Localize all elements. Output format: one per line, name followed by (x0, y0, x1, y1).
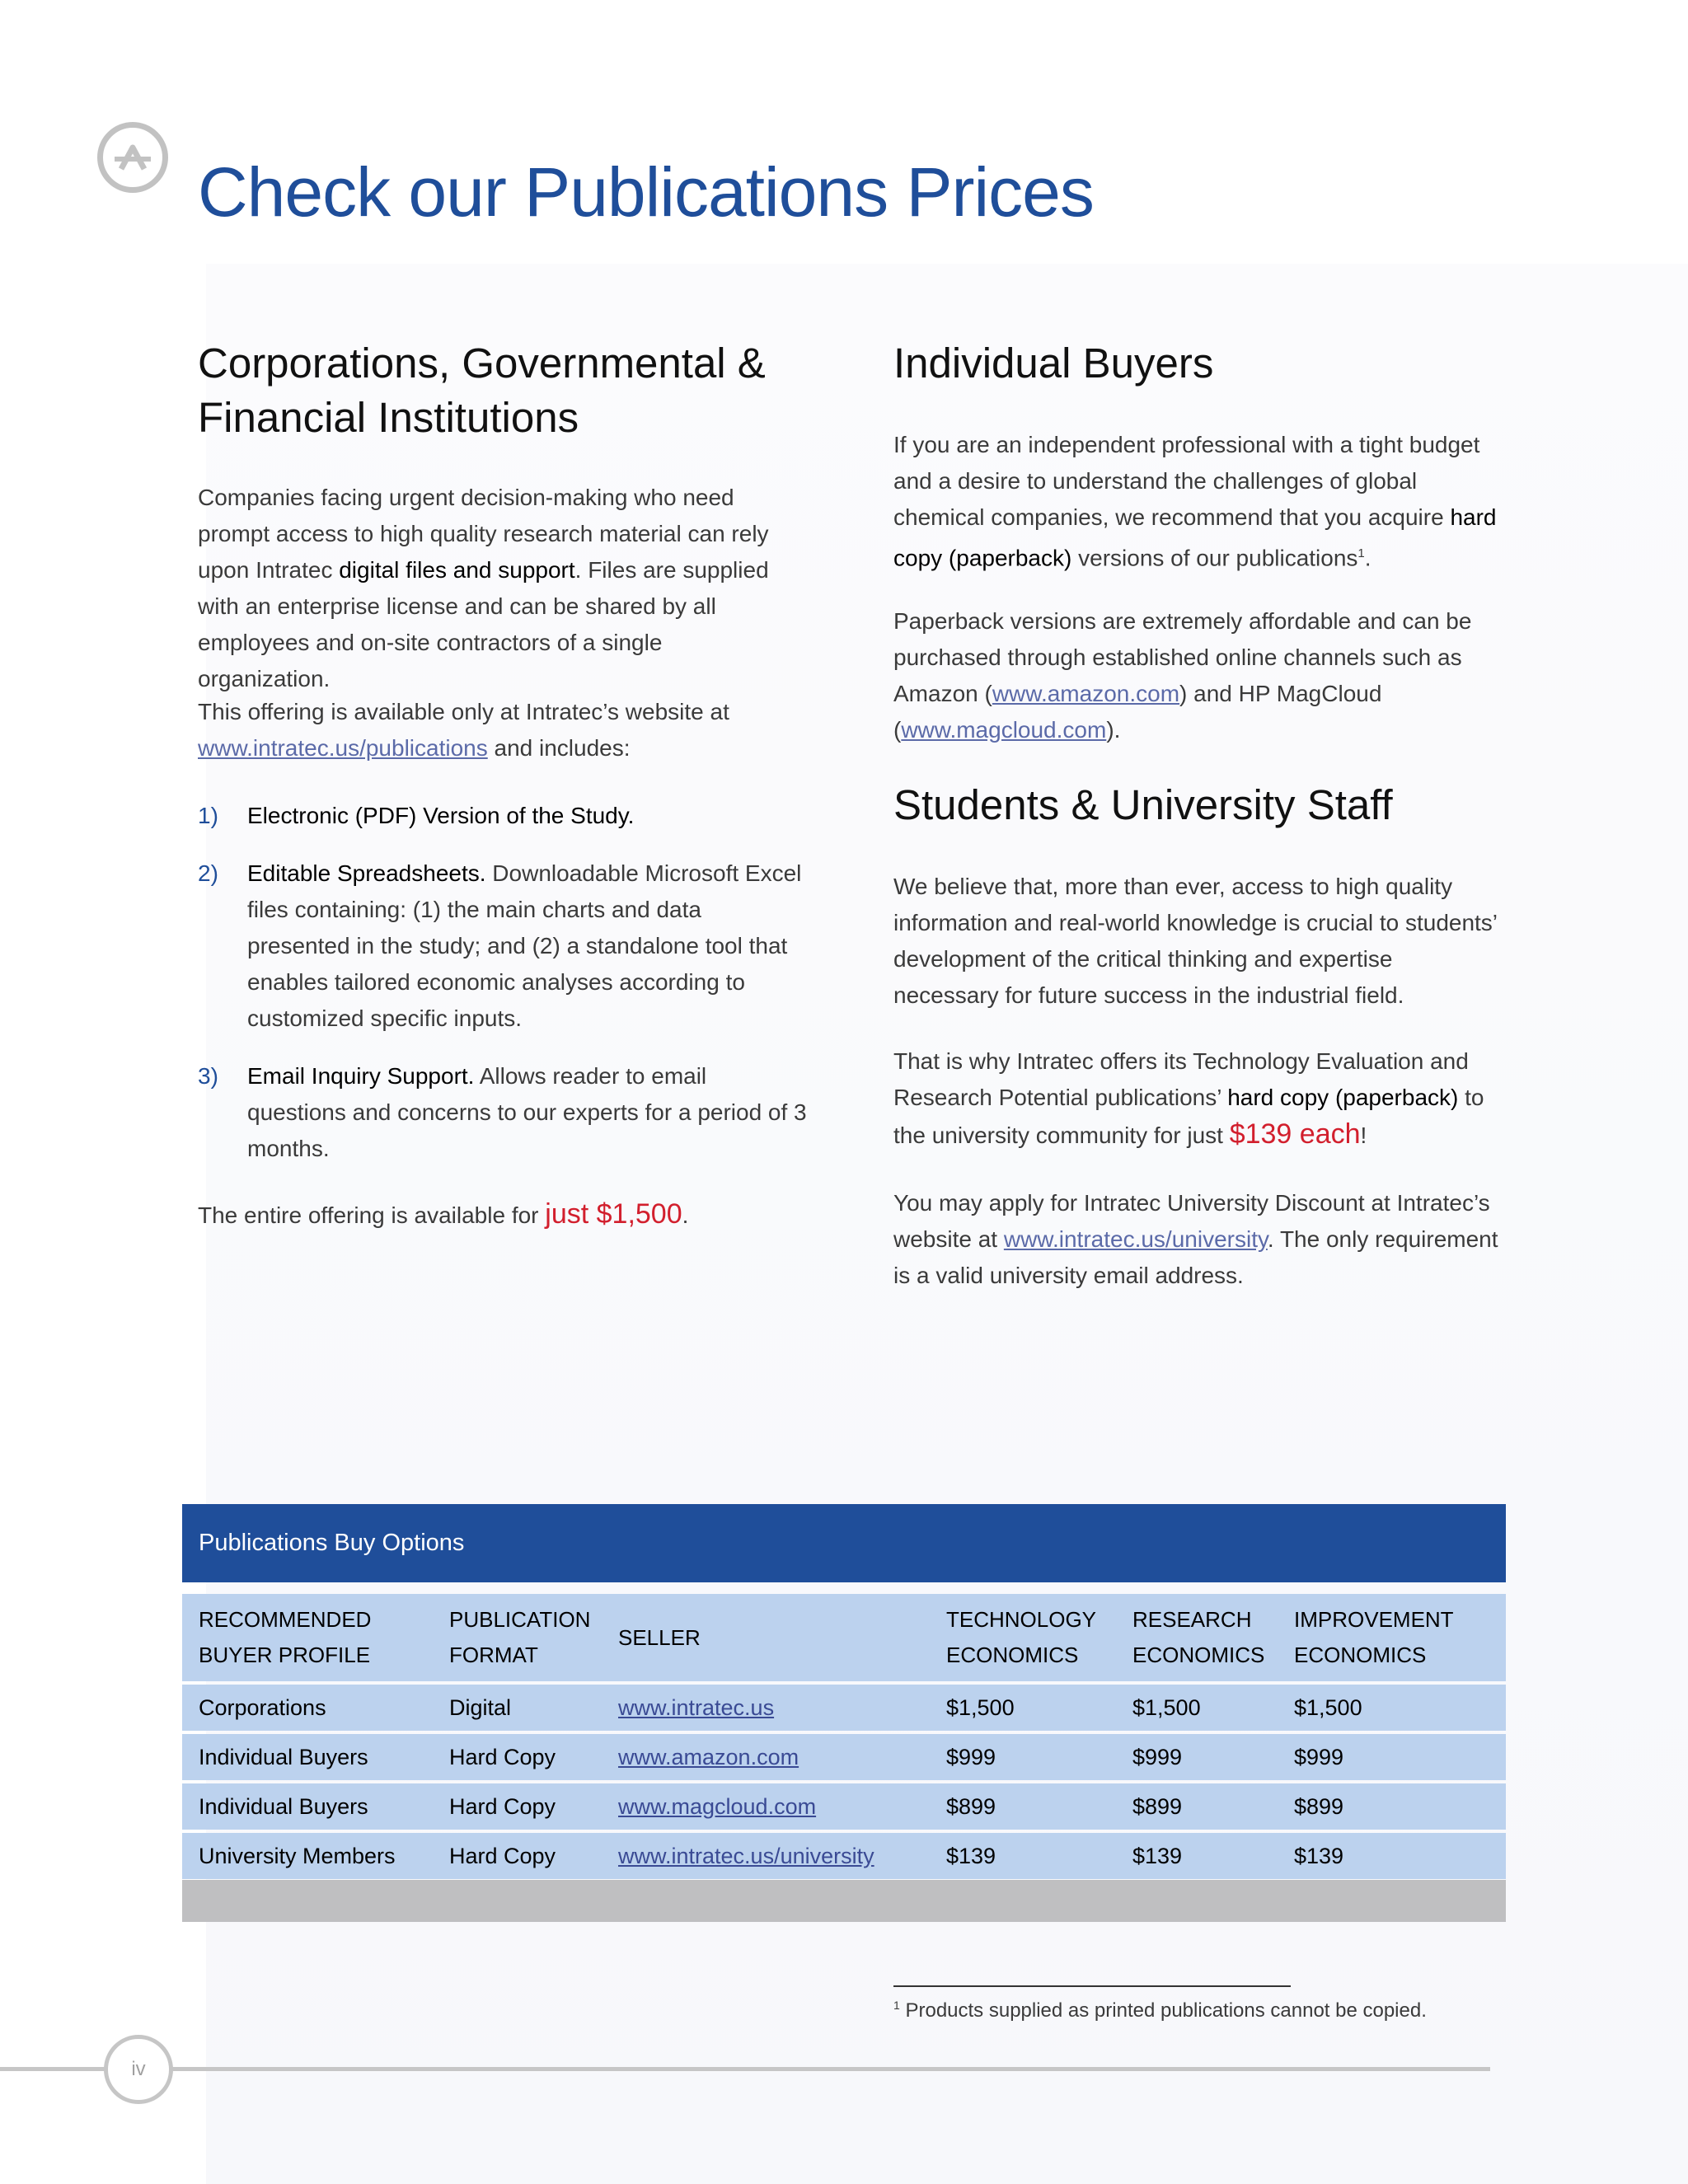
column-header: SELLER (602, 1594, 930, 1681)
university-link[interactable]: www.intratec.us/university (1003, 1226, 1268, 1252)
list-item: Editable Spreadsheets. Downloadable Microsoft Excel files containing: (1) the main charts and data presented in the study; and (2) a standalone tool that enables tailored economic analyses according to customized specific inputs. (247, 860, 802, 1031)
table-footer-bar (182, 1880, 1506, 1922)
table-cell: $1,500 (1278, 1685, 1506, 1731)
table-cell (602, 1833, 930, 1879)
table-cell: $899 (1116, 1783, 1278, 1830)
list-item: Email Inquiry Support. Allows reader to email questions and concerns to our experts for a period of 3 months. (247, 1063, 807, 1161)
table-row (182, 1734, 1506, 1780)
table-cell (602, 1734, 930, 1780)
seller-link[interactable]: www.magcloud.com (618, 1793, 817, 1819)
table-title: Publications Buy Options (182, 1504, 1506, 1582)
column-header: RECOMMENDED BUYER PROFILE (182, 1594, 433, 1681)
offering-price-text: The entire offering is available for just $1,500. (198, 1198, 689, 1230)
students-paragraph-3: You may apply for Intratec University Discount at Intratec’s website at www.intratec.us/university. The only requirement is a valid university email address. (893, 1190, 1498, 1288)
students-heading: Students & University Staff (893, 781, 1393, 828)
table-cell: $139 (1278, 1833, 1506, 1879)
individual-paragraph-1: If you are an independent professional with a tight budget and a desire to understand the challenges of global chemical companies, we recommend that you acquire hard copy (paperback) versions of our publications$^1$. (893, 432, 1497, 571)
column-header: TECHNOLOGY ECONOMICS (930, 1594, 1116, 1681)
column-header: PUBLICATION FORMAT (433, 1594, 602, 1681)
table-cell: $999 (930, 1734, 1116, 1780)
seller-link[interactable]: www.intratec.us/university (618, 1843, 874, 1868)
table-cell: $899 (930, 1783, 1116, 1830)
table-cell: Individual Buyers (182, 1734, 433, 1780)
footnote-rule (893, 1985, 1291, 1987)
table-cell: $1,500 (930, 1685, 1116, 1731)
table-cell: Digital (433, 1685, 602, 1731)
column-header: IMPROVEMENT ECONOMICS (1278, 1594, 1506, 1681)
students-paragraph-1: We believe that, more than ever, access to high quality information and real-world knowledge is crucial to students’ development of the critical thinking and expertise necessary for future success in the industrial field. (893, 874, 1497, 1008)
table-row (182, 1783, 1506, 1830)
page-number: iv (104, 2035, 173, 2104)
magcloud-link[interactable]: www.magcloud.com (901, 717, 1107, 743)
seller-link[interactable]: www.intratec.us (618, 1694, 775, 1720)
table-cell: Individual Buyers (182, 1783, 433, 1830)
table-cell: $899 (1278, 1783, 1506, 1830)
intratec-logo-icon (97, 122, 168, 193)
list-number: 1) (198, 803, 218, 828)
student-price: $139 each (1229, 1118, 1361, 1150)
individual-paragraph-2: Paperback versions are extremely affordable and can be purchased through established online channels such as Amazon (www.amazon.com) and HP MagCloud (www.magcloud.com). (893, 608, 1472, 743)
page-title: Check our Publications Prices (198, 153, 1094, 231)
table-cell: $139 (1116, 1833, 1278, 1879)
table-header-row (182, 1594, 1506, 1681)
table-cell: $999 (1278, 1734, 1506, 1780)
column-header: RESEARCH ECONOMICS (1116, 1594, 1278, 1681)
table-cell: $999 (1116, 1734, 1278, 1780)
students-paragraph-2: That is why Intratec offers its Technology Evaluation and Research Potential publications’ hard copy (paperback) to the university community for just $139 each! (893, 1048, 1484, 1150)
table-cell: Hard Copy (433, 1734, 602, 1780)
corporations-paragraph-2: This offering is available only at Intratec’s website at www.intratec.us/publications and includes: (198, 699, 729, 761)
publications-link[interactable]: www.intratec.us/publications (198, 735, 488, 761)
table-cell: Hard Copy (433, 1783, 602, 1830)
amazon-link[interactable]: www.amazon.com (992, 681, 1180, 706)
table-cell: Corporations (182, 1685, 433, 1731)
table-cell (602, 1685, 930, 1731)
list-number: 2) (198, 860, 218, 886)
footnote: $^1$ Products supplied as printed publications cannot be copied. (893, 1999, 1427, 2022)
list-number: 3) (198, 1063, 218, 1089)
seller-link[interactable]: www.amazon.com (618, 1744, 799, 1769)
table-row (182, 1685, 1506, 1731)
offering-price: just $1,500 (545, 1198, 682, 1230)
corporations-heading: Corporations, Governmental & Financial Institutions (198, 340, 766, 441)
table-cell: $139 (930, 1833, 1116, 1879)
table-cell: University Members (182, 1833, 433, 1879)
table-cell: $1,500 (1116, 1685, 1278, 1731)
table-cell: Hard Copy (433, 1833, 602, 1879)
table-cell (602, 1783, 930, 1830)
buy-options-table (182, 1591, 1506, 1882)
individual-buyers-heading: Individual Buyers (893, 340, 1214, 387)
table-row (182, 1833, 1506, 1879)
corporations-paragraph-1: Companies facing urgent decision-making who need prompt access to high quality research material can rely upon Intratec digital files and support. Files are supplied with an enterprise license and can be shared by all employees and on-site contractors of a single organization. (198, 485, 769, 691)
footer-rule (0, 2067, 1490, 2071)
list-item: Electronic (PDF) Version of the Study. (247, 803, 635, 828)
